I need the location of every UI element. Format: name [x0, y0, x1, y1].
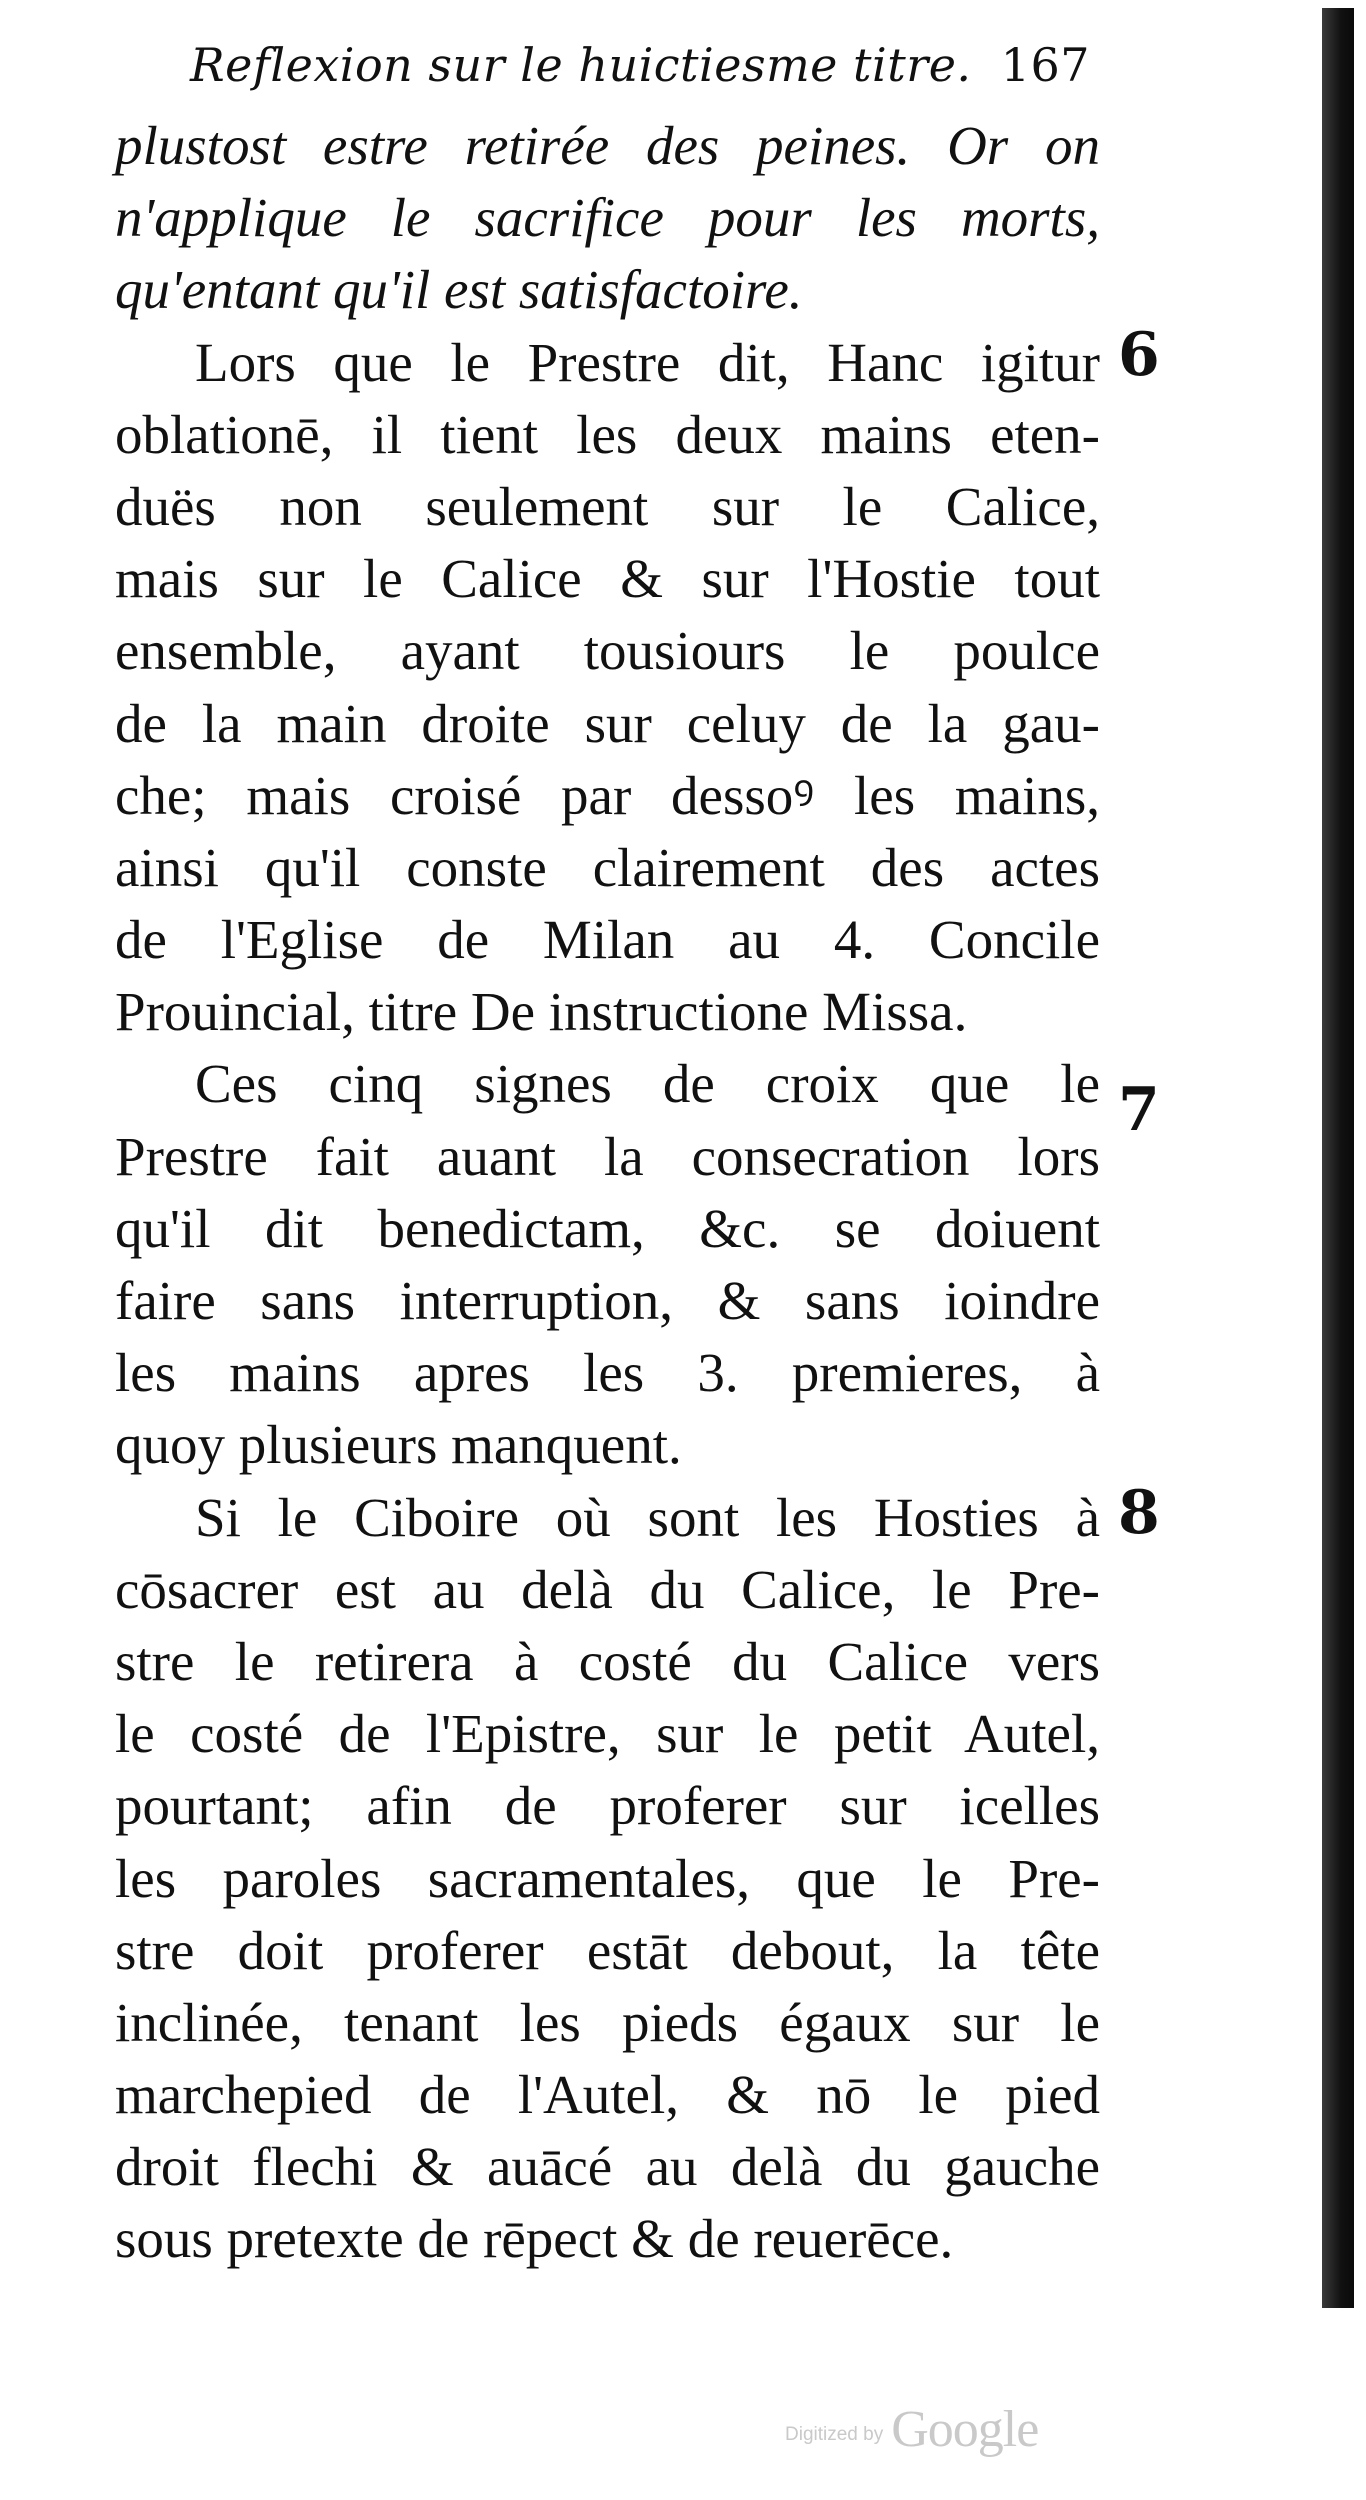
text-line: quoy plusieurs manquent.	[115, 1414, 682, 1476]
running-title: Reflexion sur le huictiesme titre.	[190, 38, 972, 92]
google-logo: Google	[891, 2401, 1039, 2458]
text-line: de l'Eglise de Milan au 4. Concile	[115, 909, 1100, 971]
text-line: n'applique le sacrifice pour les morts,	[115, 187, 1100, 249]
text-line: stre doit proferer estāt debout, la tête	[115, 1919, 1100, 1981]
page-edge-shadow	[1322, 8, 1354, 2308]
text-line: droit flechi & auācé au delà du gauche	[115, 2136, 1100, 2198]
text-line: inclinée, tenant les pieds égaux sur le	[115, 1991, 1100, 2053]
text-line: pourtant; afin de proferer sur icelles	[115, 1775, 1100, 1837]
text-line: ensemble, ayant tousiours le poulce	[115, 620, 1100, 682]
text-line: plustost estre retirée des peines. Or on	[115, 115, 1100, 176]
text-line: oblationē, il tient les deux mains eten-	[115, 403, 1100, 465]
text-line: qu'il dit benedictam, &c. se doiuent	[115, 1197, 1100, 1259]
body-text	[115, 110, 1100, 2276]
text-line: qu'entant qu'il est satisfactoire.	[115, 259, 803, 321]
text-line: Lors que le Prestre dit, Hanc igitur	[195, 331, 1100, 393]
page-number: 167	[1000, 38, 1090, 92]
text-line: Prouincial, titre De instructione Missa.	[115, 981, 968, 1043]
text-line: le costé de l'Epistre, sur le petit Autel,	[115, 1703, 1100, 1765]
text-line: les mains apres les 3. premieres, à	[115, 1342, 1100, 1404]
text-line: Si le Ciboire où sont les Hosties à	[195, 1486, 1100, 1548]
text-line: Prestre fait auant la consecration lors	[115, 1125, 1100, 1187]
text-line: faire sans interruption, & sans ioindre	[115, 1270, 1100, 1331]
text-line: sous pretexte de rēpect & de reuerēce.	[115, 2208, 954, 2270]
margin-number-7: 7	[1118, 1075, 1160, 1145]
text-line: duës non seulement sur le Calice,	[115, 475, 1100, 537]
margin-number-6: 6	[1118, 320, 1160, 390]
text-line: che; mais croisé par dessoꝰ les mains,	[115, 764, 1100, 826]
text-line: marchepied de l'Autel, & nō le pied	[115, 2064, 1100, 2126]
text-line: stre le retirera à costé du Calice vers	[115, 1630, 1100, 1692]
text-line: de la main droite sur celuy de la gau-	[115, 692, 1100, 754]
text-line: Ces cinq signes de croix que le	[195, 1053, 1100, 1115]
running-header	[190, 30, 1090, 100]
digitized-label: Digitized by	[785, 2424, 884, 2445]
text-line: ainsi qu'il conste clairement des actes	[115, 836, 1100, 898]
text-line: les paroles sacramentales, que le Pre-	[115, 1847, 1100, 1909]
digitized-watermark	[785, 2400, 1038, 2459]
text-line: mais sur le Calice & sur l'Hostie tout	[115, 548, 1100, 610]
margin-number-8: 8	[1118, 1478, 1160, 1548]
text-line: cōsacrer est au delà du Calice, le Pre-	[115, 1558, 1100, 1620]
